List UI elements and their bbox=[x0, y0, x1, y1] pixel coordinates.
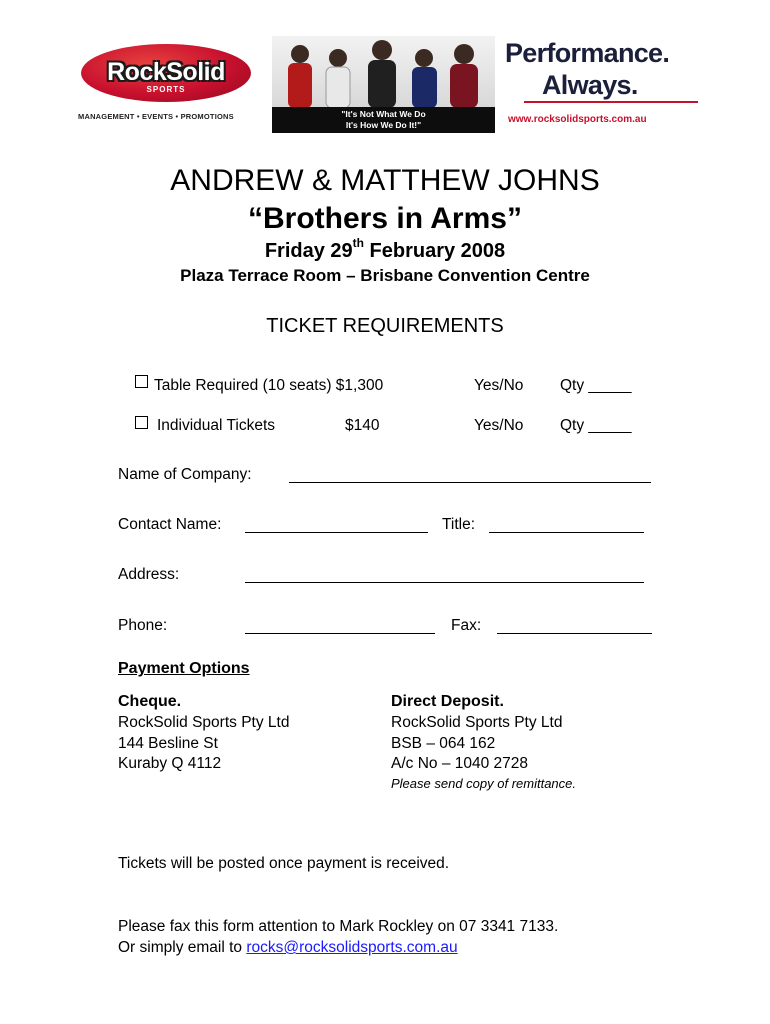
date-suffix: th bbox=[352, 236, 364, 250]
deposit-line2: BSB – 064 162 bbox=[391, 735, 496, 752]
table-qty[interactable]: Qty _____ bbox=[560, 377, 632, 394]
title-label: Title: bbox=[442, 516, 476, 533]
email-link[interactable]: rocks@rocksolidsports.com.au bbox=[246, 939, 458, 956]
logo-tagline: MANAGEMENT • EVENTS • PROMOTIONS bbox=[78, 112, 234, 121]
cheque-line2: 144 Besline St bbox=[118, 735, 218, 752]
individual-yesno[interactable]: Yes/No bbox=[474, 417, 524, 434]
cheque-line1: RockSolid Sports Pty Ltd bbox=[118, 714, 290, 731]
performance-text: Performance. bbox=[505, 38, 670, 68]
email-prefix: Or simply email to bbox=[118, 939, 247, 956]
logo-wordmark: RockSolid bbox=[107, 58, 225, 86]
deposit-note: Please send copy of remittance. bbox=[391, 776, 576, 791]
performance-always-banner bbox=[502, 38, 704, 134]
event-date bbox=[0, 236, 770, 263]
table-checkbox[interactable] bbox=[135, 375, 148, 388]
payment-heading: Payment Options bbox=[118, 660, 250, 677]
always-text: Always. bbox=[542, 70, 638, 100]
company-field[interactable] bbox=[289, 482, 651, 483]
cheque-heading: Cheque. bbox=[118, 693, 182, 710]
posting-note: Tickets will be posted once payment is received. bbox=[118, 855, 450, 872]
date-day: Friday 29 bbox=[264, 240, 353, 262]
deposit-heading: Direct Deposit. bbox=[391, 693, 504, 710]
logo-sports: SPORTS bbox=[146, 85, 186, 94]
fax-field[interactable] bbox=[497, 633, 652, 634]
event-title: ANDREW & MATTHEW JOHNS bbox=[170, 164, 600, 197]
phone-label: Phone: bbox=[118, 617, 168, 634]
company-label: Name of Company: bbox=[118, 466, 252, 483]
banner-rule bbox=[524, 101, 698, 103]
photo-slogan bbox=[272, 107, 495, 133]
cheque-line3: Kuraby Q 4112 bbox=[118, 755, 222, 772]
section-heading: TICKET REQUIREMENTS bbox=[266, 315, 504, 337]
individual-checkbox[interactable] bbox=[135, 416, 148, 429]
fax-label: Fax: bbox=[451, 617, 482, 634]
athletes-photo bbox=[272, 36, 495, 133]
event-subtitle: “Brothers in Arms” bbox=[248, 202, 522, 235]
date-rest: February 2008 bbox=[363, 240, 506, 262]
individual-qty[interactable]: Qty _____ bbox=[560, 417, 632, 434]
address-label: Address: bbox=[118, 566, 180, 583]
rocksolid-logo bbox=[78, 44, 263, 126]
website-url: www.rocksolidsports.com.au bbox=[508, 114, 647, 125]
fax-instruction: Please fax this form attention to Mark Rockley on 07 3341 7133. bbox=[118, 918, 559, 935]
contact-label: Contact Name: bbox=[118, 516, 222, 533]
photo-slogan-line1: "It's Not What We Do bbox=[341, 109, 426, 119]
individual-label: Individual Tickets bbox=[157, 417, 276, 434]
phone-field[interactable] bbox=[245, 633, 435, 634]
athletes-figures bbox=[272, 36, 495, 108]
individual-price: $140 bbox=[345, 417, 380, 434]
email-instruction bbox=[118, 939, 458, 957]
title-field[interactable] bbox=[489, 532, 644, 533]
address-field[interactable] bbox=[245, 582, 644, 583]
deposit-line1: RockSolid Sports Pty Ltd bbox=[391, 714, 563, 731]
event-venue: Plaza Terrace Room – Brisbane Convention Centre bbox=[180, 266, 590, 285]
photo-slogan-line2: It's How We Do It!" bbox=[345, 120, 422, 130]
table-label: Table Required (10 seats) $1,300 bbox=[154, 377, 384, 394]
deposit-line3: A/c No – 1040 2728 bbox=[391, 755, 529, 772]
contact-field[interactable] bbox=[245, 532, 428, 533]
table-yesno[interactable]: Yes/No bbox=[474, 377, 524, 394]
